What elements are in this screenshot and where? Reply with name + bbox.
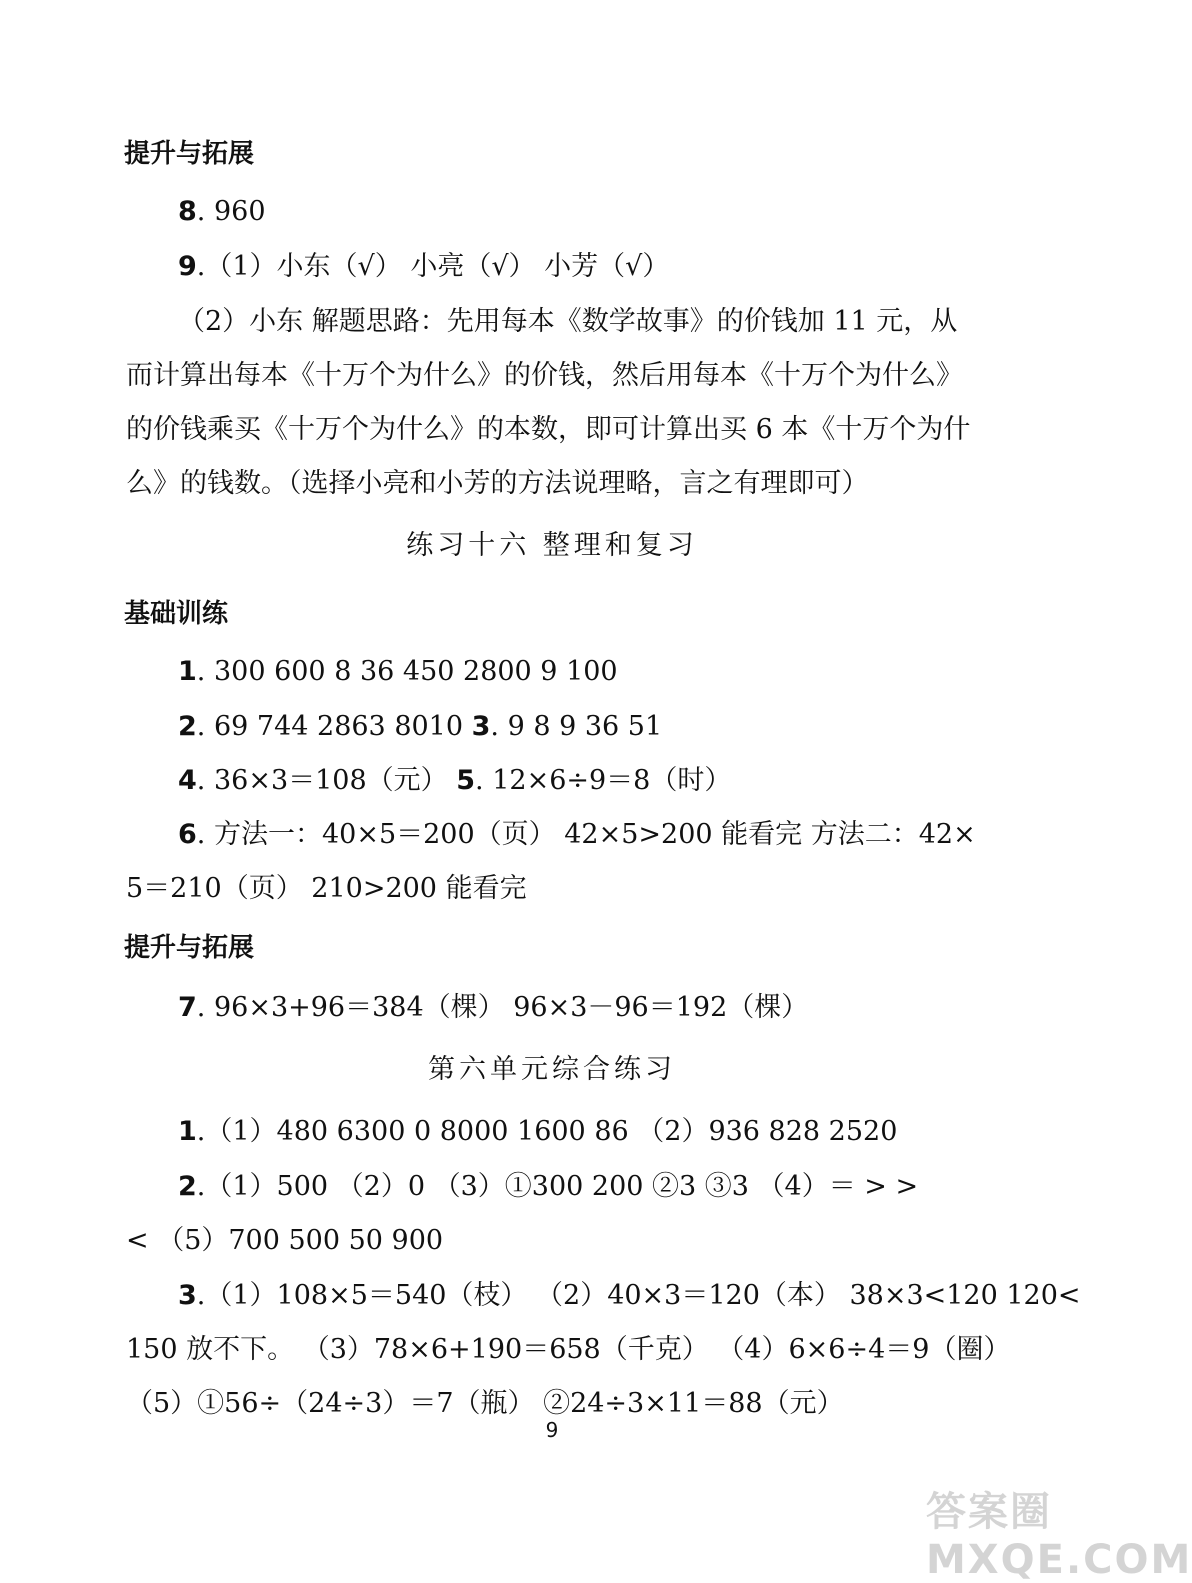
answer-text: .（1）480 6300 0 8000 1600 86 （2）936 828 2520 [196, 1116, 898, 1147]
section-heading-extension: 提升与拓展 [124, 139, 255, 169]
question-number: 9 [178, 251, 197, 282]
answer-text: . 9 8 9 36 51 [490, 711, 663, 742]
unit6-answer-2-continued: < （5）700 500 50 900 [126, 1225, 444, 1256]
answer-text: .（1）108×5＝540（枝） （2）40×3＝120（本） 38×3<120 120< [196, 1280, 1081, 1311]
unit6-answer-1 [178, 1114, 897, 1150]
unit6-answer-2 [178, 1169, 918, 1205]
answer-text: . 960 [196, 196, 266, 227]
section-heading-extension-2: 提升与拓展 [124, 933, 255, 963]
answer-text: . 96×3+96＝384（棵） 96×3－96＝192（棵） [196, 992, 809, 1023]
answer-text: .（1）小东（√） 小亮（√） 小芳（√） [196, 251, 670, 282]
answer-9-part2-line2: 而计算出每本《十万个为什么》的价钱，然后用每本《十万个为什么》 [126, 360, 963, 391]
section-title-review: 练习十六 整理和复习 [406, 530, 698, 561]
answer-9-part2-line3: 的价钱乘买《十万个为什么》的本数，即可计算出买 6 本《十万个为什 [126, 414, 971, 445]
section-title-unit6: 第六单元综合练习 [428, 1054, 676, 1085]
answer-9-part2-line1: （2）小东 解题思路：先用每本《数学故事》的价钱加 11 元，从 [178, 306, 958, 337]
question-number: 1 [178, 656, 197, 687]
answer-6-continued: 5＝210（页） 210>200 能看完 [126, 873, 527, 904]
question-number: 3 [178, 1280, 197, 1311]
question-number: 3 [471, 711, 491, 742]
answer-7 [178, 990, 808, 1026]
answer-text: . 36×3＝108（元） [196, 765, 457, 796]
answer-text: . 方法一：40×5＝200（页） 42×5>200 能看完 方法二：42× [196, 819, 976, 850]
answer-1 [178, 654, 618, 690]
unit6-answer-3-continued-1: 150 放不下。 （3）78×6+190＝658（千克） （4）6×6÷4＝9（圈） [126, 1334, 1011, 1365]
question-number: 6 [178, 819, 197, 850]
question-number: 8 [178, 196, 197, 227]
answer-text: . 300 600 8 36 450 2800 9 100 [196, 656, 618, 687]
answer-8 [178, 194, 266, 230]
answer-4-5 [178, 763, 731, 799]
answer-6 [178, 817, 976, 853]
question-number: 2 [178, 711, 197, 742]
unit6-answer-3 [178, 1278, 1081, 1314]
answer-2-3 [178, 709, 662, 745]
answer-9 [178, 249, 669, 285]
question-number: 1 [178, 1116, 197, 1147]
question-number: 5 [456, 765, 476, 796]
answer-9-part2-line4: 么》的钱数。（选择小亮和小芳的方法说理略，言之有理即可） [126, 468, 869, 499]
question-number: 2 [178, 1171, 197, 1202]
watermark-logo: 答案圈 MXQE.COM [926, 1489, 1192, 1583]
page-number: 9 [545, 1418, 559, 1442]
section-heading-basic: 基础训练 [124, 599, 229, 629]
answer-text: . 69 744 2863 8010 [196, 711, 472, 742]
question-number: 4 [178, 765, 197, 796]
answer-text: .（1）500 （2）0 （3）①300 200 ②3 ③3 （4）＝ > > [196, 1171, 919, 1202]
answer-text: . 12×6÷9＝8（时） [475, 765, 732, 796]
question-number: 7 [178, 992, 197, 1023]
unit6-answer-3-continued-2: （5）①56÷（24÷3）＝7（瓶） ②24÷3×11＝88（元） [126, 1388, 844, 1419]
